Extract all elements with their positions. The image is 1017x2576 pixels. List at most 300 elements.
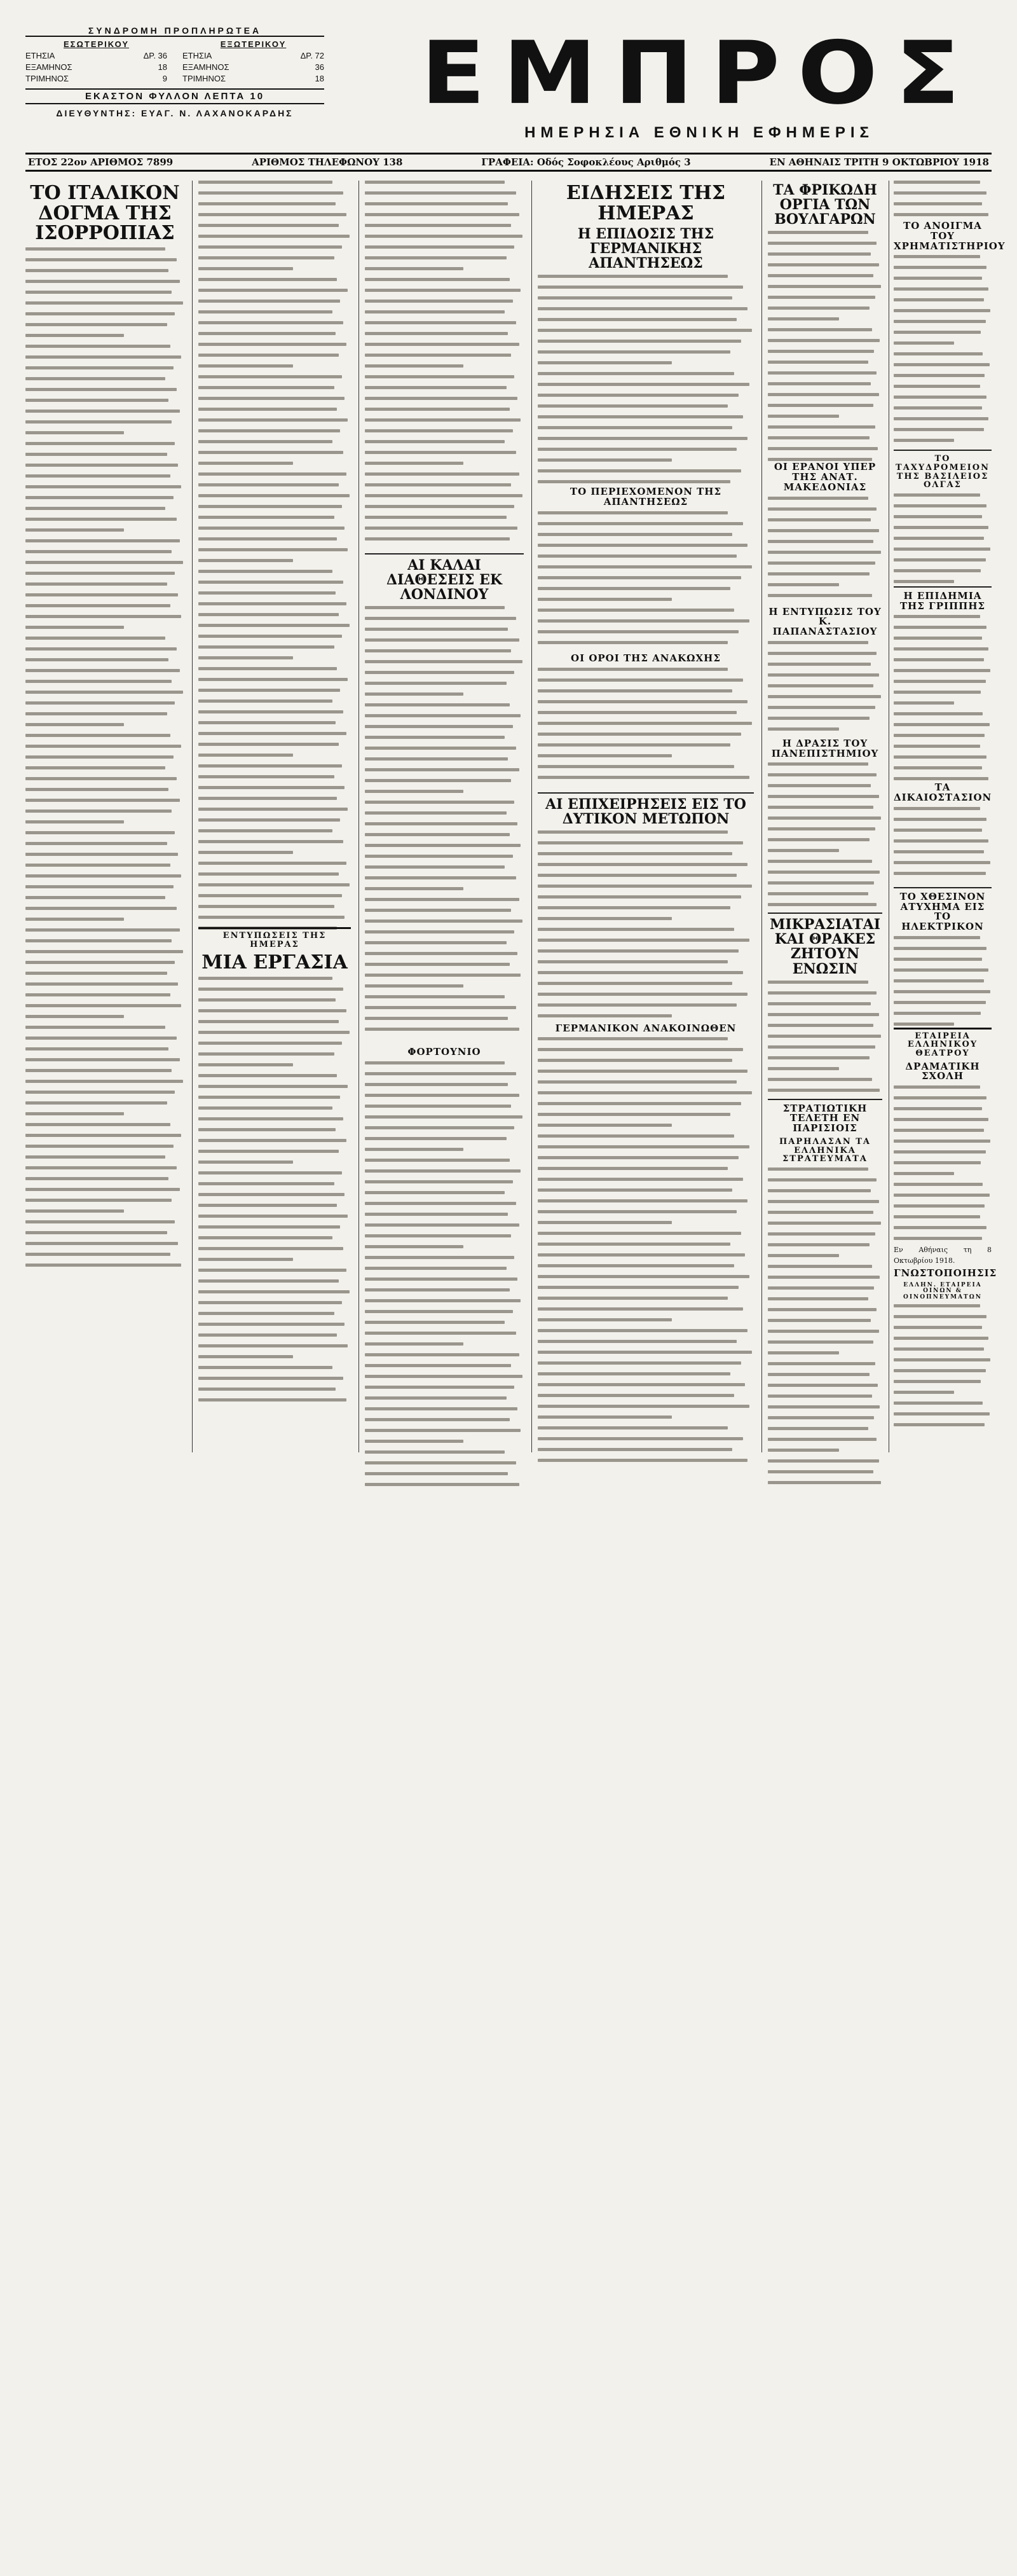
text-line	[894, 580, 954, 583]
text-line	[198, 1009, 346, 1012]
text-line	[365, 1364, 511, 1367]
text-line	[768, 641, 868, 644]
text-line	[198, 408, 337, 411]
newspaper-logo: ΕΜΠΡΟΣ	[421, 22, 978, 124]
text-line	[25, 939, 172, 942]
text-line	[198, 1215, 348, 1218]
text-line	[25, 593, 178, 596]
text-line	[198, 1398, 346, 1402]
text-line	[198, 721, 336, 724]
text-line	[894, 428, 984, 431]
news-body-3	[538, 668, 754, 789]
director: ΔΙΕΥΘΥΝΤΗΣ: ΕΥΑΓ. Ν. ΛΑΧΑΝΟΚΑΡΔΗΣ	[56, 108, 294, 118]
text-line	[198, 364, 293, 368]
news-body-2	[538, 511, 754, 651]
text-line	[365, 397, 517, 400]
text-line	[198, 1020, 339, 1023]
text-line	[25, 561, 183, 564]
text-line	[25, 582, 167, 586]
text-line	[198, 1279, 339, 1283]
rate-label: ΕΤΗΣΙΑ	[182, 51, 212, 60]
text-line	[25, 280, 180, 283]
text-line	[538, 928, 734, 931]
text-line	[894, 320, 986, 323]
text-line	[894, 1315, 986, 1318]
text-line	[768, 1056, 870, 1059]
text-line	[768, 296, 875, 299]
text-line	[198, 278, 337, 281]
text-line	[198, 191, 343, 195]
text-line	[198, 235, 350, 238]
text-line	[365, 617, 516, 620]
text-line	[365, 876, 516, 879]
text-line	[894, 526, 988, 529]
text-line	[198, 1355, 293, 1358]
text-line	[768, 393, 879, 396]
text-line	[768, 695, 881, 698]
text-line	[25, 701, 175, 705]
text-line	[365, 1407, 517, 1410]
text-line	[198, 1247, 343, 1250]
western-front-body-2	[538, 1037, 754, 2309]
text-line	[365, 408, 510, 411]
text-line	[365, 963, 510, 966]
column-rule	[192, 181, 193, 1452]
text-line	[198, 375, 342, 378]
text-line	[198, 245, 342, 249]
text-line	[365, 909, 511, 912]
text-line	[365, 1126, 514, 1129]
text-line	[894, 363, 990, 366]
text-line	[25, 896, 165, 899]
text-line	[894, 990, 990, 993]
text-line	[538, 1167, 728, 1170]
text-line	[768, 773, 877, 776]
text-line	[365, 505, 514, 508]
text-line	[25, 410, 180, 413]
text-line	[768, 981, 868, 984]
text-line	[768, 263, 879, 266]
text-line	[538, 286, 743, 289]
text-line	[198, 581, 343, 584]
text-line	[768, 425, 875, 429]
text-line	[538, 917, 672, 920]
text-line	[198, 840, 343, 843]
text-line	[25, 691, 183, 694]
theatre-headline: ΔΡΑΜΑΤΙΚΗ ΣΧΟΛΗ	[905, 1060, 980, 1082]
courts-headline: ΤΑ ΔΙΚΑΙΟΣΤΑΣΙΟΝ	[894, 782, 992, 804]
text-line	[365, 671, 514, 674]
news-subhead-1: ΤΟ ΠΕΡΙΕΧΟΜΕΝΟΝ ΤΗΣ ΑΠΑΝΤΗΣΕΩΣ	[570, 486, 722, 508]
text-line	[768, 806, 873, 809]
text-line	[538, 1156, 739, 1159]
text-line	[538, 1003, 737, 1007]
text-line	[768, 881, 874, 885]
text-line	[768, 1449, 839, 1452]
text-line	[198, 224, 339, 227]
text-line	[894, 298, 984, 301]
text-line	[198, 1290, 350, 1293]
text-line	[538, 993, 747, 996]
text-line	[538, 743, 730, 747]
text-line	[25, 918, 124, 921]
text-line	[198, 613, 339, 616]
text-line	[198, 667, 337, 670]
text-line	[538, 971, 743, 974]
text-line	[768, 317, 839, 320]
text-line	[25, 874, 181, 878]
text-line	[538, 1134, 734, 1138]
notice-subhead: ΕΛΛΗΝ. ΕΤΑΙΡΕΙΑ ΟΙΝΩΝ & ΟΙΝΟΠΝΕΥΜΑΤΩΝ	[903, 1281, 982, 1300]
text-line	[25, 734, 170, 737]
text-line	[768, 1384, 878, 1387]
text-line	[365, 790, 463, 793]
news-continued-body	[365, 181, 524, 549]
text-line	[25, 388, 177, 391]
text-line	[25, 1199, 172, 1202]
text-line	[25, 1080, 183, 1083]
post-body	[894, 493, 992, 582]
text-line	[538, 1383, 745, 1386]
military-body	[768, 1167, 882, 2439]
text-line	[894, 626, 986, 629]
text-line	[198, 559, 293, 562]
text-line	[538, 1188, 732, 1192]
text-line	[768, 1002, 871, 1005]
text-line	[538, 711, 737, 714]
text-line	[365, 1159, 510, 1162]
column-rule	[761, 181, 762, 1452]
text-line	[25, 1069, 172, 1072]
text-line	[365, 278, 510, 281]
text-line	[538, 1210, 737, 1213]
text-line	[768, 1013, 879, 1016]
text-line	[538, 1232, 741, 1235]
text-line	[365, 1440, 463, 1443]
text-line	[198, 1106, 332, 1110]
bulgarians-subhead-1: ΟΙ ΕΡΑΝΟΙ ΥΠΕΡ ΤΗΣ ΑΝΑΤ. ΜΑΚΕΔΟΝΙΑΣ	[774, 461, 877, 493]
text-line	[198, 1366, 332, 1369]
text-line	[365, 1083, 508, 1086]
text-line	[365, 898, 519, 901]
text-line	[25, 1091, 175, 1094]
text-line	[538, 598, 672, 601]
column-1	[25, 181, 184, 1452]
text-line	[25, 788, 168, 791]
text-line	[538, 1199, 747, 1202]
text-line	[365, 354, 511, 357]
text-line	[538, 448, 737, 451]
text-line	[768, 795, 879, 798]
text-line	[768, 529, 879, 532]
rate-value: 9	[162, 74, 167, 83]
text-line	[198, 472, 346, 476]
text-line	[25, 453, 167, 456]
text-line	[198, 1388, 336, 1391]
text-line	[198, 916, 345, 919]
text-line	[538, 437, 747, 440]
text-line	[768, 1438, 877, 1441]
text-line	[25, 539, 180, 542]
text-line	[365, 811, 507, 815]
text-line	[25, 399, 168, 402]
text-line	[198, 862, 346, 865]
text-line	[768, 382, 871, 385]
text-line	[768, 1416, 874, 1419]
text-line	[768, 1373, 870, 1376]
text-line	[25, 1047, 168, 1050]
text-line	[198, 591, 336, 595]
text-line	[894, 701, 954, 705]
text-line	[538, 1394, 734, 1397]
text-line	[768, 762, 868, 766]
text-line	[768, 1330, 879, 1333]
text-line	[894, 277, 982, 280]
text-line	[538, 722, 752, 725]
text-line	[768, 1362, 875, 1365]
text-line	[768, 561, 875, 565]
flu-body	[894, 615, 992, 780]
text-line	[365, 1267, 507, 1270]
text-line	[365, 483, 511, 486]
text-line	[198, 1301, 342, 1304]
text-line	[365, 1137, 507, 1140]
text-line	[25, 864, 170, 867]
impressions-byline: ΦΟΡΤΟΥΝΙΟ	[407, 1046, 481, 1058]
text-line	[198, 1323, 345, 1326]
text-line	[198, 1161, 293, 1164]
text-line	[768, 1089, 880, 1092]
text-line	[894, 385, 980, 388]
exchange-body	[894, 255, 992, 446]
text-line	[365, 692, 463, 696]
text-line	[25, 647, 177, 651]
flu-headline: Η ΕΠΙΔΗΜΙΑ ΤΗΣ ΓΡΙΠΠΗΣ	[899, 589, 986, 612]
tram-headline: ΤΟ ΧΘΕΣΙΝΟΝ ΑΤΥΧΗΜΑ ΕΙΣ ΤΟ ΗΛΕΚΤΡΙΚΟΝ	[899, 890, 986, 933]
text-line	[538, 874, 737, 877]
text-line	[538, 458, 672, 462]
text-line	[538, 641, 728, 644]
text-line	[198, 851, 293, 854]
text-line	[894, 818, 986, 821]
theatre-kicker: ΕΤΑΙΡΕΙΑ ΕΛΛΗΝΙΚΟΥ ΘΕΑΤΡΟΥ	[907, 1031, 978, 1059]
dateline	[25, 153, 992, 172]
text-line	[538, 275, 728, 278]
text-line	[198, 1333, 337, 1337]
text-line	[25, 1209, 124, 1213]
text-line	[768, 652, 877, 655]
rate-label: ΕΤΗΣΙΑ	[25, 51, 55, 60]
theatre-date: Εν Αθήναις τη 8 Οκτωβρίου 1918.	[894, 1246, 992, 1265]
text-line	[894, 1118, 988, 1121]
text-line	[365, 267, 463, 270]
text-line	[198, 386, 334, 389]
text-line	[25, 291, 172, 294]
text-line	[894, 723, 990, 726]
text-line	[894, 309, 990, 312]
text-line	[768, 1427, 868, 1430]
text-line	[768, 1045, 875, 1049]
text-line	[365, 213, 519, 216]
text-line	[538, 469, 741, 472]
text-line	[894, 439, 954, 442]
text-line	[25, 377, 165, 380]
text-line	[768, 1395, 872, 1398]
sheet-price: ΕΚΑΣΤΟΝ ΦΥΛΛΟΝ ΛΕΠΤΑ 10	[25, 88, 324, 104]
text-line	[365, 1483, 519, 1486]
text-line	[894, 1161, 981, 1164]
issue-date: ΕΝ ΑΘΗΝΑΙΣ ΤΡΙΤΗ 9 ΟΚΤΩΒΡΙΟΥ 1918	[769, 156, 989, 168]
issue-number: ΕΤΟΣ 22ον ΑΡΙΘΜΟΣ 7899	[28, 156, 174, 168]
text-line	[538, 1329, 747, 1332]
text-line	[538, 1178, 743, 1181]
text-line	[365, 1006, 516, 1009]
text-line	[538, 1340, 737, 1343]
text-line	[538, 1221, 672, 1224]
text-line	[538, 565, 752, 568]
text-line	[894, 374, 985, 377]
text-line	[25, 809, 172, 813]
text-line	[365, 462, 463, 465]
text-line	[25, 366, 174, 369]
text-line	[365, 1105, 511, 1108]
text-line	[894, 1140, 990, 1143]
text-line	[365, 606, 505, 609]
text-line	[198, 418, 348, 422]
text-line	[538, 1459, 747, 1462]
text-line	[894, 558, 986, 561]
text-line	[768, 252, 871, 256]
text-line	[894, 352, 983, 355]
text-line	[538, 1102, 741, 1105]
text-line	[538, 307, 747, 310]
text-line	[538, 754, 672, 757]
text-line	[538, 689, 732, 692]
text-line	[538, 533, 732, 536]
post-headline: ΤΟ ΤΑΧΥΔΡΟΜΕΙΟΝ ΤΗΣ ΒΑΣΙΛΕΙΟΣ ΟΛΓΑΣ	[896, 454, 990, 490]
text-line	[198, 1074, 337, 1077]
text-line	[538, 1014, 672, 1017]
text-line	[365, 638, 519, 642]
text-line	[25, 1253, 170, 1256]
notice-body	[894, 1304, 992, 2576]
text-line	[198, 764, 342, 768]
text-line	[538, 350, 730, 354]
text-line	[25, 269, 168, 272]
text-line	[25, 907, 177, 910]
text-line	[25, 1058, 180, 1061]
text-line	[198, 289, 348, 292]
text-line	[894, 1326, 982, 1329]
text-line	[198, 1377, 343, 1380]
text-line	[768, 371, 877, 375]
text-line	[25, 1134, 181, 1137]
text-line	[538, 765, 734, 768]
text-line	[365, 364, 463, 368]
text-line	[198, 267, 293, 270]
text-line	[365, 865, 505, 869]
text-line	[365, 660, 522, 663]
text-line	[894, 1023, 954, 1026]
text-line	[25, 1004, 181, 1007]
text-line	[768, 1308, 877, 1311]
text-line	[365, 1450, 505, 1454]
text-line	[365, 1353, 519, 1356]
text-line	[365, 1028, 519, 1031]
text-line	[198, 321, 343, 324]
text-line	[198, 732, 346, 735]
text-line	[894, 1172, 954, 1175]
text-line	[25, 637, 165, 640]
lead-article-body	[25, 247, 184, 1519]
text-line	[768, 572, 870, 575]
text-line	[198, 786, 345, 789]
text-line	[365, 1256, 514, 1259]
text-line	[365, 224, 511, 227]
text-line	[198, 754, 293, 757]
text-line	[538, 1415, 672, 1419]
text-line	[538, 630, 739, 633]
text-line	[894, 680, 986, 683]
text-line	[198, 1182, 334, 1185]
text-line	[768, 1232, 875, 1236]
text-line	[198, 829, 332, 832]
text-line	[894, 202, 982, 205]
military-headline: ΣΤΡΑΤΙΩΤΙΚΗ ΤΕΛΕΤΗ ΕΝ ΠΑΡΙΣΙΟΙΣ	[782, 1102, 868, 1134]
text-line	[768, 551, 881, 554]
text-line	[25, 431, 124, 434]
text-line	[25, 626, 124, 629]
text-line	[894, 341, 954, 345]
text-line	[198, 602, 346, 605]
text-line	[768, 860, 872, 863]
text-line	[365, 703, 510, 706]
text-line	[198, 548, 348, 551]
text-line	[894, 548, 990, 551]
text-line	[198, 689, 340, 692]
text-line	[365, 682, 507, 685]
text-line	[894, 1380, 981, 1383]
text-line	[365, 418, 521, 422]
text-line	[538, 1253, 745, 1257]
text-line	[768, 1254, 839, 1257]
text-line	[365, 628, 508, 631]
column-4	[538, 181, 754, 1452]
text-line	[538, 340, 741, 343]
text-line	[365, 245, 514, 249]
text-line	[894, 1412, 990, 1415]
text-line	[365, 855, 513, 858]
text-line	[894, 861, 990, 864]
text-line	[538, 1124, 672, 1127]
text-line	[894, 537, 984, 540]
news-headline: Η ΕΠΙΔΟΣΙΣ ΤΗΣ ΓΕΡΜΑΝΙΚΗΣ ΑΠΑΝΤΗΣΕΩΣ	[577, 226, 714, 272]
text-line	[538, 576, 741, 579]
text-line	[25, 442, 175, 445]
text-line	[25, 1166, 177, 1169]
text-line	[198, 1171, 342, 1174]
text-line	[25, 766, 165, 769]
text-line	[768, 339, 880, 342]
text-line	[894, 1012, 981, 1015]
subscription-title: ΣΥΝΔΡΟΜΗ ΠΡΟΠΛΗΡΩΤΕΑ	[25, 25, 324, 37]
text-line	[538, 1372, 730, 1375]
text-line	[365, 1213, 508, 1216]
text-line	[538, 609, 734, 612]
text-line	[768, 1351, 839, 1354]
text-line	[198, 1117, 343, 1120]
text-line	[894, 1129, 984, 1132]
